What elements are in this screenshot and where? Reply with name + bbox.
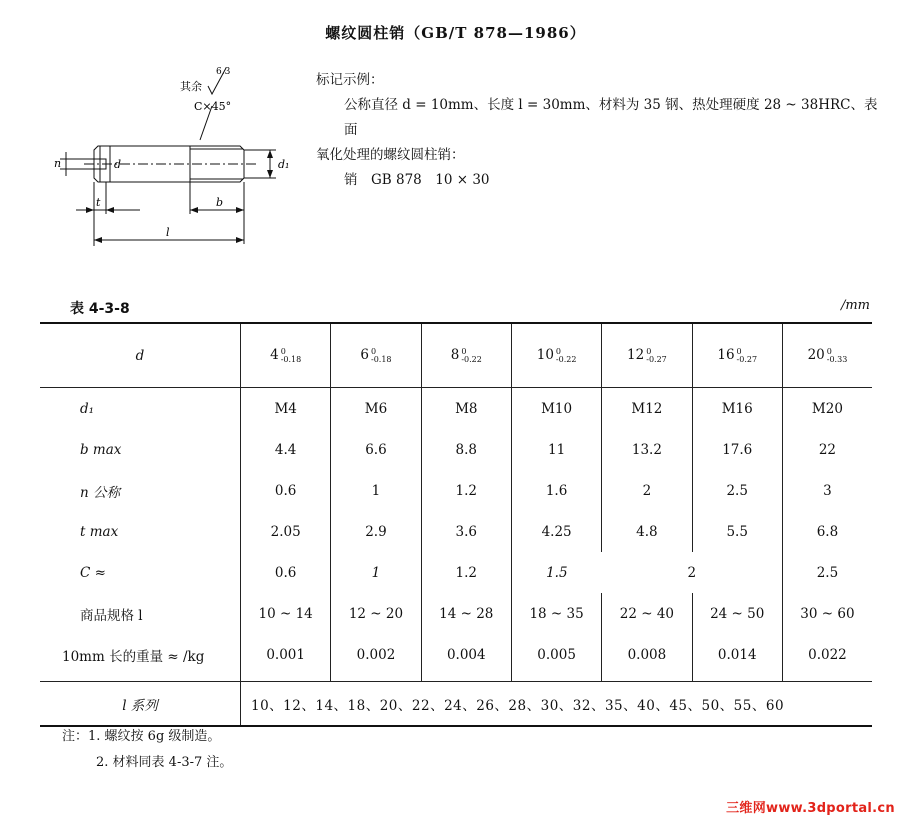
header-cell xyxy=(511,323,601,388)
marking-example xyxy=(316,68,886,193)
example-line-2: 氧化处理的螺纹圆柱销： xyxy=(316,147,465,163)
table-cell: 8.8 xyxy=(421,429,511,470)
tolerance: 0 -0.18 xyxy=(371,346,392,364)
table-cell: 0.014 xyxy=(692,634,782,682)
table-cell: 5.5 xyxy=(692,511,782,552)
dim-b-label: b xyxy=(216,196,224,209)
table-cell: 0.001 xyxy=(241,634,331,682)
note-2: 2. 材料同表 4-3-7 注。 xyxy=(96,755,233,770)
table-cell: 0.005 xyxy=(511,634,601,682)
table-cell: M8 xyxy=(421,388,511,430)
table-cell: 12 ~ 20 xyxy=(331,593,421,634)
table-cell-merged: 2 xyxy=(687,564,697,581)
table-cell: 2.5 xyxy=(782,552,872,593)
header-label: d xyxy=(40,323,241,388)
table-cell: M6 xyxy=(331,388,421,430)
table-cell: 2.5 xyxy=(692,470,782,511)
table-cell: M10 xyxy=(511,388,601,430)
table-row xyxy=(40,429,872,470)
dim-d1-label: d₁ xyxy=(278,158,290,171)
header-cell xyxy=(241,323,331,388)
roughness-label: 其余 xyxy=(180,80,202,93)
nominal-value: 4 xyxy=(270,347,279,364)
table-cell: 0.002 xyxy=(331,634,421,682)
tolerance: 0 -0.22 xyxy=(461,346,482,364)
dim-n-label: n xyxy=(54,157,62,170)
notes xyxy=(62,724,232,776)
tolerance: 0 -0.18 xyxy=(280,346,302,364)
table-cell: 30 ~ 60 xyxy=(782,593,872,634)
table-row xyxy=(40,470,872,511)
row-label: 商品规格 l xyxy=(80,607,143,624)
row-label: d₁ xyxy=(80,400,95,417)
table-cell: 0.008 xyxy=(602,634,692,682)
nominal-value: 6 xyxy=(360,347,369,364)
table-cell: 3 xyxy=(782,470,872,511)
table-cell: M16 xyxy=(692,388,782,430)
example-heading: 标记示例： xyxy=(316,72,384,88)
table-caption xyxy=(40,298,870,320)
table-cell: 0.6 xyxy=(241,552,331,593)
tolerance: 0 -0.27 xyxy=(646,346,667,364)
table-row xyxy=(40,634,872,682)
table-unit: /mm xyxy=(840,298,870,313)
table-row xyxy=(40,511,872,552)
table-cell: 1 xyxy=(331,552,421,593)
nominal-value: 12 xyxy=(627,347,645,364)
dim-l-label: l xyxy=(166,226,170,239)
table-series-row xyxy=(40,682,872,727)
row-label: 10mm 长的重量 ≈ /kg xyxy=(62,648,205,665)
table-cell: 1 xyxy=(331,470,421,511)
watermark: 三维网www.3dportal.cn xyxy=(726,801,895,816)
table-cell: 0.022 xyxy=(782,634,872,682)
table-cell: 22 ~ 40 xyxy=(602,593,692,634)
tolerance: 0 -0.27 xyxy=(736,346,758,364)
table-cell: 24 ~ 50 xyxy=(692,593,782,634)
series-label: l 系列 xyxy=(40,682,241,727)
nominal-value: 20 xyxy=(807,347,825,364)
table-cell: 2.05 xyxy=(241,511,331,552)
table-cell: 18 ~ 35 xyxy=(511,593,601,634)
nominal-value: 16 xyxy=(717,347,735,364)
spec-table xyxy=(40,322,872,727)
table-cell: 14 ~ 28 xyxy=(421,593,511,634)
example-line-3: 销 GB 878 10 × 30 xyxy=(344,172,490,188)
nominal-value: 8 xyxy=(450,347,460,364)
table-cell: M12 xyxy=(602,388,692,430)
table-cell: 4.8 xyxy=(602,511,692,552)
table-row xyxy=(40,593,872,634)
table-cell: 10 ~ 14 xyxy=(241,593,331,634)
table-cell: M20 xyxy=(782,388,872,430)
table-cell: 13.2 xyxy=(602,429,692,470)
tolerance: 0 -0.33 xyxy=(826,346,848,364)
table-cell: 0.6 xyxy=(241,470,331,511)
series-values: 10、12、14、18、20、22、24、26、28、30、32、35、40、45、50、55、60 xyxy=(241,682,873,727)
table-cell: 2.9 xyxy=(331,511,421,552)
row-label: t max xyxy=(80,523,119,540)
table-cell: 4.25 xyxy=(511,511,601,552)
row-label: n 公称 xyxy=(80,484,120,501)
row-label: C ≈ xyxy=(80,564,106,581)
dim-t-label: t xyxy=(96,196,101,209)
header-cell xyxy=(602,323,692,388)
table-cell: M4 xyxy=(241,388,331,430)
pin-drawing xyxy=(40,64,310,259)
nominal-value: 10 xyxy=(536,347,554,364)
table-cell: 1.2 xyxy=(421,470,511,511)
table-cell: 3.6 xyxy=(421,511,511,552)
table-cell: 11 xyxy=(511,429,601,470)
table-cell: 6.6 xyxy=(331,429,421,470)
page-title: 螺纹圆柱销（GB/T 878—1986） xyxy=(325,24,586,42)
tolerance: 0 -0.22 xyxy=(555,346,577,364)
header-cell xyxy=(331,323,421,388)
note-1: 注：1. 螺纹按 6g 级制造。 xyxy=(62,729,221,744)
table-cell: 17.6 xyxy=(692,429,782,470)
dim-d-label: d xyxy=(114,158,122,171)
example-line-1: 公称直径 d = 10mm、长度 l = 30mm、材料为 35 钢、热处理硬度 28 ~ 38HRC、表面 xyxy=(344,97,878,138)
table-cell: 6.8 xyxy=(782,511,872,552)
chamfer-label: C×45° xyxy=(194,100,232,113)
header-cell xyxy=(421,323,511,388)
table-row xyxy=(40,388,872,430)
row-label: b max xyxy=(80,441,122,458)
table-name: 表 4-3-8 xyxy=(70,301,130,317)
table-cell: 1.2 xyxy=(421,552,511,593)
table-row xyxy=(40,552,872,593)
header-cell xyxy=(782,323,872,388)
roughness-value: 6.3 xyxy=(216,67,231,77)
table-cell: 0.004 xyxy=(421,634,511,682)
table-cell: 1.5 xyxy=(511,552,601,593)
header-cell xyxy=(692,323,782,388)
table-cell: 1.6 xyxy=(511,470,601,511)
table-header-row xyxy=(40,323,872,388)
table-cell: 4.4 xyxy=(241,429,331,470)
table-cell: 2 xyxy=(602,470,692,511)
table-cell: 22 xyxy=(782,429,872,470)
